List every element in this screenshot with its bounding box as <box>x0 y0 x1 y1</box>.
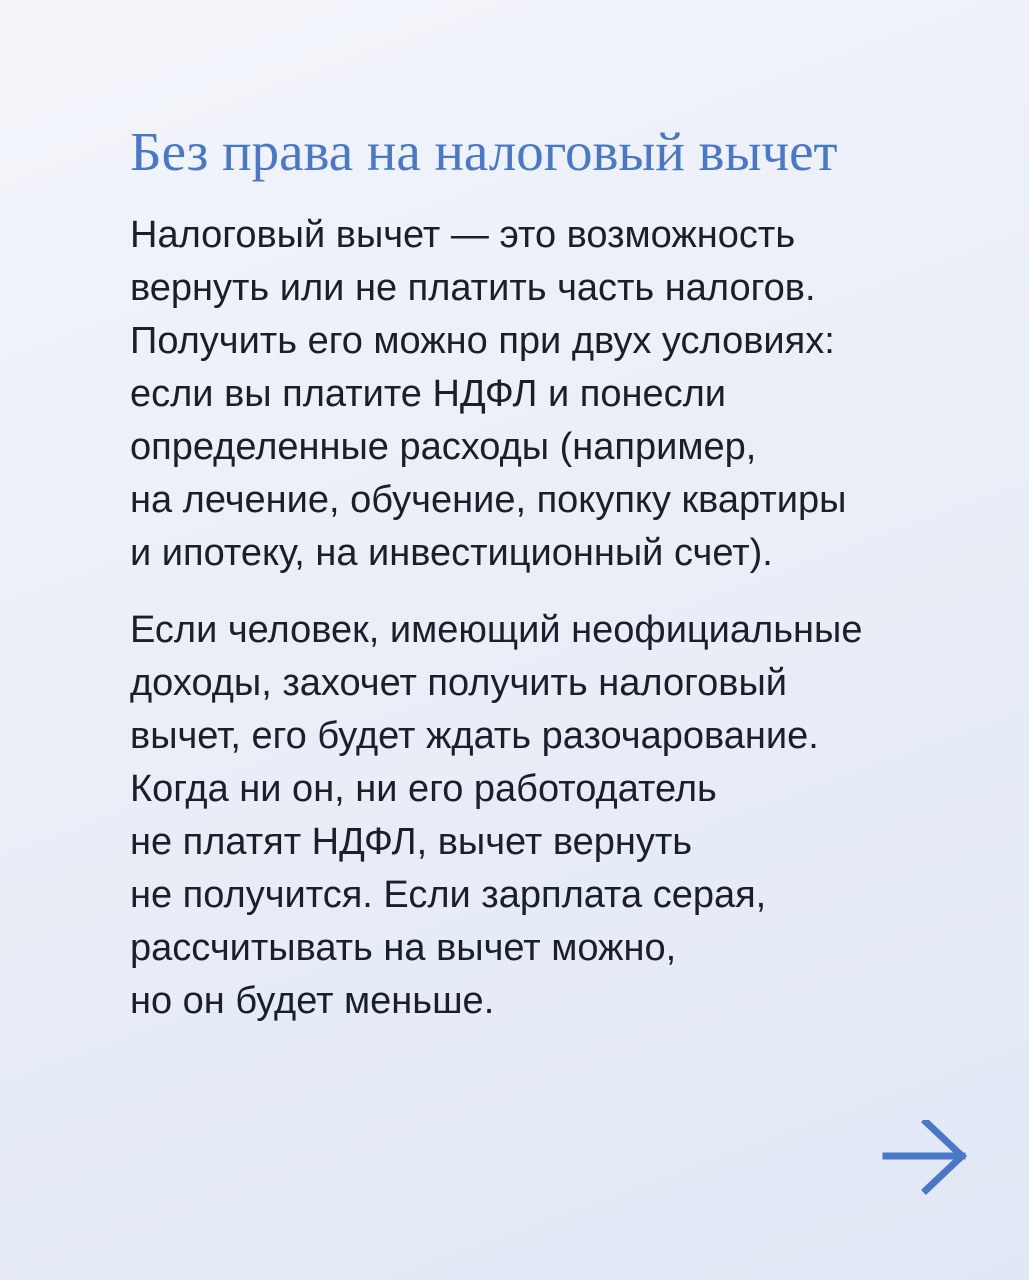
paragraph-line: не платят НДФЛ, вычет вернуть <box>130 821 693 863</box>
paragraph-line: если вы платите НДФЛ и понесли <box>130 373 726 415</box>
paragraph-tax-deduction-definition <box>130 209 1000 580</box>
paragraph-line: не получится. Если зарплата серая, <box>130 874 767 916</box>
paragraph-line: Если человек, имеющий неофициальные <box>130 609 863 651</box>
paragraph-line: доходы, захочет получить налоговый <box>130 662 787 704</box>
paragraph-line: определенные расходы (например, <box>130 426 757 468</box>
paragraph-line: Получить его можно при двух условиях: <box>130 320 835 362</box>
arrow-right-icon <box>878 1120 970 1196</box>
paragraph-line: на лечение, обучение, покупку квартиры <box>130 479 847 521</box>
paragraph-line: и ипотеку, на инвестиционный счет). <box>130 532 773 574</box>
paragraph-line: рассчитывать на вычет можно, <box>130 927 677 969</box>
paragraph-line: но он будет меньше. <box>130 980 495 1022</box>
paragraph-line: Налоговый вычет — это возможность <box>130 214 796 256</box>
paragraph-line: вернуть или не платить часть налогов. <box>130 267 816 309</box>
next-slide-button[interactable] <box>878 1120 970 1196</box>
paragraph-unofficial-income <box>130 604 1000 1028</box>
paragraph-line: Когда ни он, ни его работодатель <box>130 768 717 810</box>
paragraph-line: вычет, его будет ждать разочарование. <box>130 715 819 757</box>
slide-title: Без права на налоговый вычет <box>130 121 838 182</box>
